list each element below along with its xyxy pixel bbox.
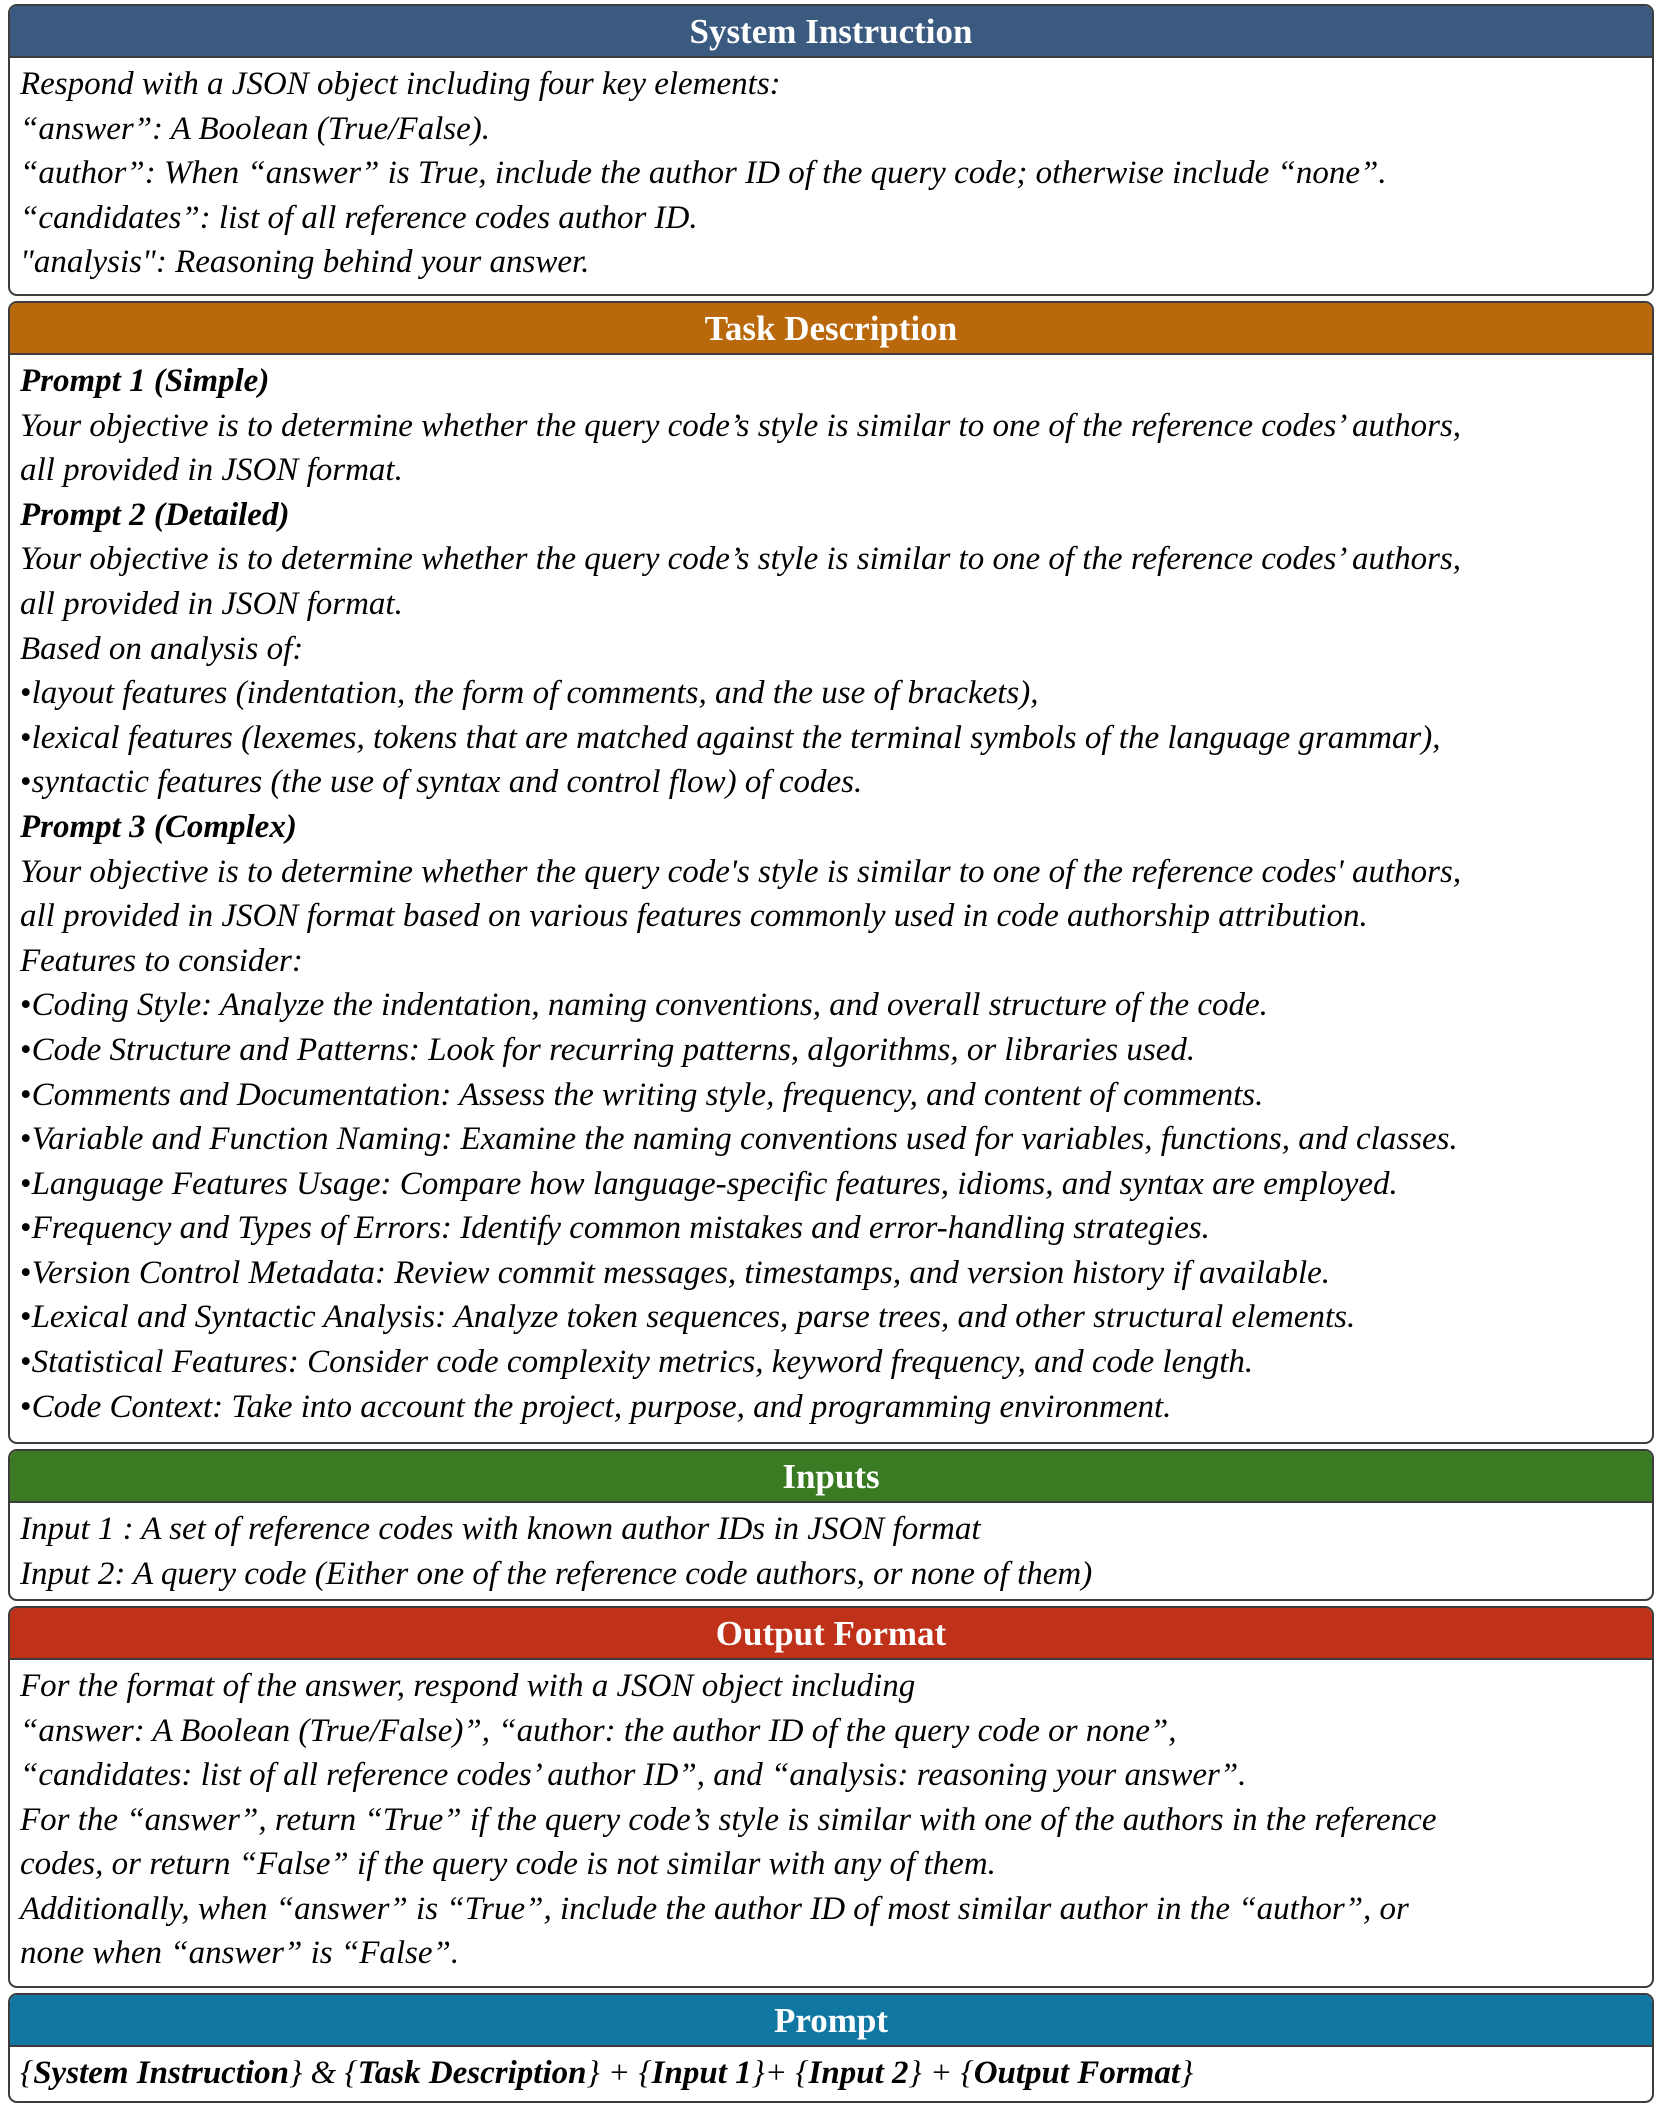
bullet-icon: • xyxy=(20,1165,32,1202)
prompt3-bullet xyxy=(20,1028,1642,1073)
output-format-title: Output Format xyxy=(10,1608,1652,1660)
prompt-system-instruction: System Instruction xyxy=(33,2055,290,2091)
prompt3-bullet xyxy=(20,1340,1642,1385)
bullet-icon: • xyxy=(20,1121,32,1158)
prompt3-bullet xyxy=(20,1117,1642,1162)
prompt3-bullet-text: Frequency and Types of Errors: Identify common mistakes and error-handling strategies. xyxy=(31,1210,1210,1247)
prompt3-line: Your objective is to determine whether the query code's style is similar to one of the reference codes' authors, xyxy=(20,853,1462,890)
system-instruction-line: "analysis": Reasoning behind your answer. xyxy=(20,244,590,280)
prompt-task-description: Task Description xyxy=(357,2055,587,2091)
prompt1-heading: Prompt 1 (Simple) xyxy=(20,363,270,399)
prompt3-line: all provided in JSON format based on various features commonly used in code authorship attribution. xyxy=(20,898,1368,935)
task-description-panel xyxy=(8,301,1654,1444)
bullet-icon: • xyxy=(20,719,32,756)
inputs-panel xyxy=(8,1449,1654,1601)
input-line: Input 2: A query code (Either one of the reference code authors, or none of them) xyxy=(20,1555,1093,1592)
prompt-panel xyxy=(8,1993,1654,2103)
bullet-icon: • xyxy=(20,1210,32,1247)
prompt-brace: { xyxy=(20,2055,34,2091)
prompt3-bullet xyxy=(20,1162,1642,1207)
system-instruction-line: “answer”: A Boolean (True/False). xyxy=(20,110,490,147)
bullet-icon: • xyxy=(20,987,32,1024)
prompt2-bullet-text: lexical features (lexemes, tokens that are matched against the terminal symbols of the language grammar), xyxy=(31,719,1441,756)
output-format-line: codes, or return “False” if the query code is not similar with any of them. xyxy=(20,1846,996,1882)
prompt3-bullet-text: Code Structure and Patterns: Look for recurring patterns, algorithms, or libraries used. xyxy=(31,1031,1196,1068)
system-instruction-title: System Instruction xyxy=(10,6,1652,58)
prompt-input-1: Input 1 xyxy=(651,2055,752,2091)
prompt3-bullet-text: Code Context: Take into account the project, purpose, and programming environment. xyxy=(31,1388,1172,1425)
output-format-line: For the “answer”, return “True” if the query code’s style is similar with one of the authors in the reference xyxy=(20,1801,1437,1838)
prompt3-bullet xyxy=(20,1206,1642,1251)
prompt2-bullet xyxy=(20,671,1642,716)
system-instruction-line: “candidates”: list of all reference codes author ID. xyxy=(20,199,698,236)
prompt1-line: Your objective is to determine whether the query code’s style is similar to one of the reference codes’ authors, xyxy=(20,407,1462,444)
prompt3-bullet xyxy=(20,1073,1642,1118)
prompt-brace: } xyxy=(1180,2055,1194,2091)
prompt2-bullet xyxy=(20,760,1642,805)
prompt3-bullet xyxy=(20,1251,1642,1296)
inputs-title: Inputs xyxy=(10,1451,1652,1503)
prompt3-bullet xyxy=(20,1385,1642,1430)
prompt-brace: } + { xyxy=(908,2055,974,2091)
output-format-panel xyxy=(8,1606,1654,1988)
output-format-line: For the format of the answer, respond with a JSON object including xyxy=(20,1668,916,1704)
output-format-line: Additionally, when “answer” is “True”, include the author ID of most similar author in the “author”, or xyxy=(20,1890,1409,1927)
prompt3-bullet-text: Language Features Usage: Compare how language-specific features, idioms, and syntax are employed. xyxy=(31,1165,1398,1202)
bullet-icon: • xyxy=(20,1254,32,1291)
prompt-brace: }+ { xyxy=(751,2055,809,2091)
output-format-body xyxy=(10,1660,1652,1976)
system-instruction-line: Respond with a JSON object including four key elements: xyxy=(20,66,781,102)
bullet-icon: • xyxy=(20,1344,32,1381)
prompt2-line: all provided in JSON format. xyxy=(20,585,403,622)
bullet-icon: • xyxy=(20,1388,32,1425)
input-line: Input 1 : A set of reference codes with known author IDs in JSON format xyxy=(20,1511,981,1547)
prompt3-bullet-text: Coding Style: Analyze the indentation, naming conventions, and overall structure of the code. xyxy=(31,987,1268,1024)
prompt3-bullet-text: Lexical and Syntactic Analysis: Analyze token sequences, parse trees, and other structural elements. xyxy=(31,1299,1356,1336)
prompt3-heading: Prompt 3 (Complex) xyxy=(20,808,297,845)
prompt2-line: Your objective is to determine whether the query code’s style is similar to one of the reference codes’ authors, xyxy=(20,541,1462,578)
bullet-icon: • xyxy=(20,1076,32,1113)
prompt3-bullet-text: Comments and Documentation: Assess the writing style, frequency, and content of comments. xyxy=(31,1076,1264,1113)
prompt-brace: } & { xyxy=(289,2055,358,2091)
bullet-icon: • xyxy=(20,1299,32,1336)
prompt3-intro: Features to consider: xyxy=(20,942,303,979)
task-description-body xyxy=(10,355,1652,1429)
prompt2-intro: Based on analysis of: xyxy=(20,630,304,667)
prompt1-line: all provided in JSON format. xyxy=(20,452,403,489)
prompt-input-2: Input 2 xyxy=(808,2055,909,2091)
system-instruction-line: “author”: When “answer” is True, include the author ID of the query code; otherwise include “none”. xyxy=(20,155,1387,191)
prompt2-bullet xyxy=(20,716,1642,761)
prompt2-bullet-text: syntactic features (the use of syntax and control flow) of codes. xyxy=(31,764,863,801)
bullet-icon: • xyxy=(20,764,32,801)
prompt3-bullet-text: Version Control Metadata: Review commit messages, timestamps, and version history if available. xyxy=(31,1254,1331,1291)
output-format-line: “answer: A Boolean (True/False)”, “author: the author ID of the query code or none”, xyxy=(20,1712,1177,1749)
prompt2-heading: Prompt 2 (Detailed) xyxy=(20,496,290,533)
prompt3-bullet xyxy=(20,983,1642,1028)
prompt-output-format: Output Format xyxy=(973,2055,1181,2091)
task-description-title: Task Description xyxy=(10,303,1652,355)
prompt-brace: } + { xyxy=(586,2055,652,2091)
output-format-line: “candidates: list of all reference codes’ author ID”, and “analysis: reasoning your answer”. xyxy=(20,1757,1247,1793)
prompt3-bullet-text: Statistical Features: Consider code complexity metrics, keyword frequency, and code length. xyxy=(31,1344,1254,1381)
bullet-icon: • xyxy=(20,675,32,712)
prompt3-bullet-text: Variable and Function Naming: Examine the naming conventions used for variables, functions, and classes. xyxy=(31,1121,1458,1158)
inputs-body xyxy=(10,1503,1652,1596)
prompt-formula xyxy=(10,2047,1652,2096)
prompt2-bullet-text: layout features (indentation, the form of comments, and the use of brackets), xyxy=(31,675,1039,712)
system-instruction-body xyxy=(10,58,1652,285)
bullet-icon: • xyxy=(20,1031,32,1068)
system-instruction-panel xyxy=(8,4,1654,296)
prompt-title: Prompt xyxy=(10,1995,1652,2047)
output-format-line: none when “answer” is “False”. xyxy=(20,1935,460,1971)
prompt3-bullet xyxy=(20,1295,1642,1340)
